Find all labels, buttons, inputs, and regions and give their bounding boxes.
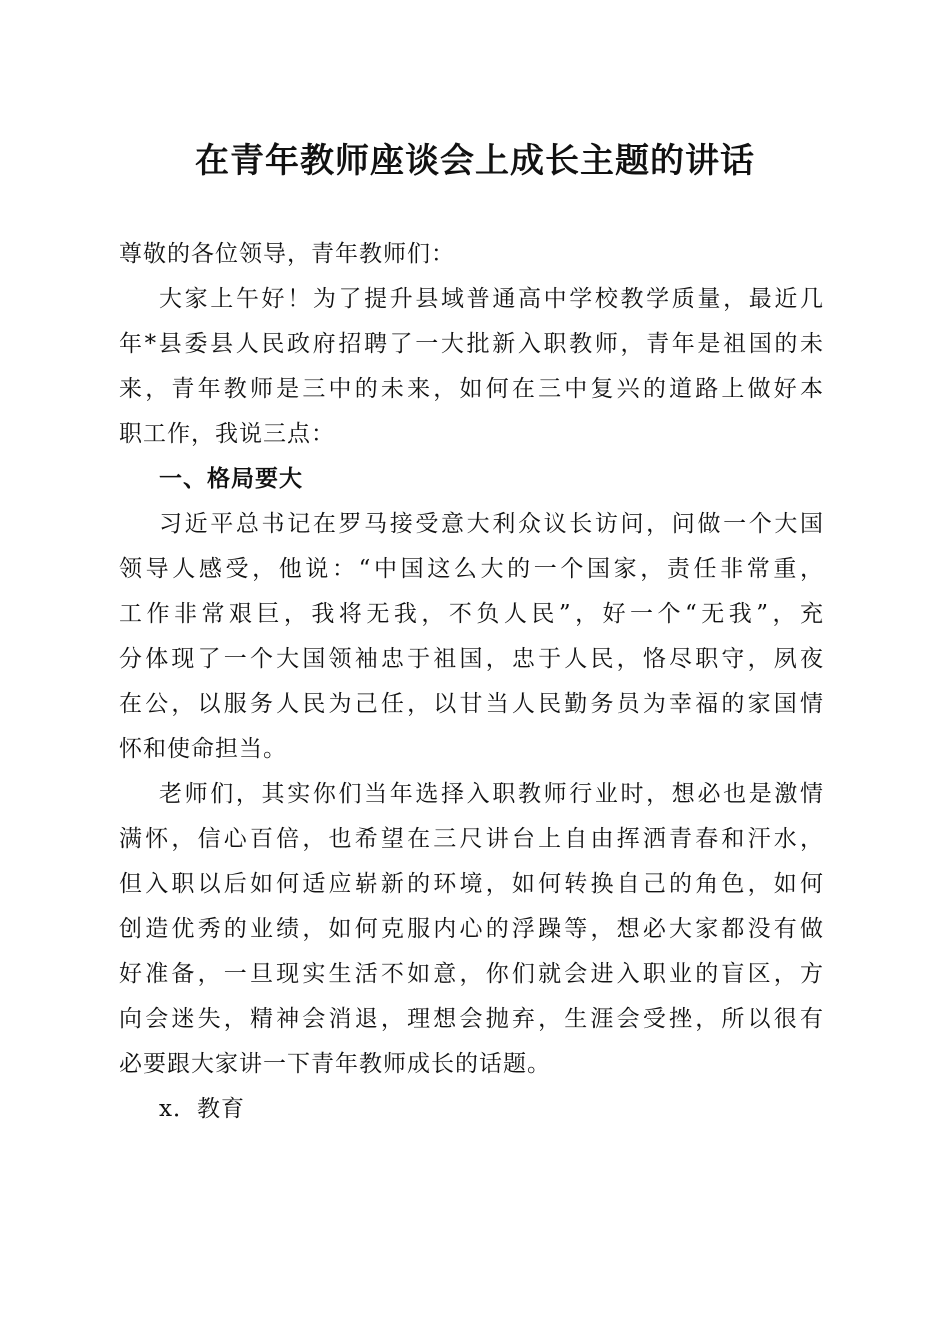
paragraph-line: 满怀，信心百倍，也希望在三尺讲台上自由挥洒青春和汗水， <box>119 826 823 852</box>
paragraph-line: 向会迷失，精神会消退，理想会抛弃，生涯会受挫，所以很有 <box>119 1006 823 1032</box>
paragraph-line: 怀和使命担当。 <box>119 736 287 762</box>
paragraph-opening <box>119 277 823 457</box>
paragraph-line: 工作非常艰巨，我将无我，不负人民”，好一个“无我”，充 <box>119 601 823 627</box>
section-heading: 一、格局要大 <box>159 466 303 492</box>
paragraph-line: 创造优秀的业绩，如何克服内心的浮躁等，想必大家都没有做 <box>119 916 823 942</box>
paragraph-line: 大家上午好！为了提升县域普通高中学校教学质量，最近几 <box>159 286 823 312</box>
paragraph-line: 必要跟大家讲一下青年教师成长的话题。 <box>119 1051 551 1077</box>
paragraph-line: 在公，以服务人民为己任，以甘当人民勤务员为幸福的家国情 <box>119 691 823 717</box>
paragraph-line: 来，青年教师是三中的未来，如何在三中复兴的道路上做好本 <box>119 376 823 402</box>
paragraph-line: 分体现了一个大国领袖忠于祖国，忠于人民，恪尽职守，夙夜 <box>119 646 823 672</box>
paragraph-line: 职工作，我说三点： <box>119 421 335 447</box>
paragraph-teachers <box>119 772 823 1087</box>
paragraph-line: 领导人感受，他说：“中国这么大的一个国家，责任非常重， <box>119 556 823 582</box>
paragraph-line: 好准备，一旦现实生活不如意，你们就会进入职业的盲区，方 <box>119 961 823 987</box>
section-heading-education: x．教育 <box>159 1096 245 1122</box>
paragraph-line: 年*县委县人民政府招聘了一大批新入职教师，青年是祖国的未 <box>119 331 823 357</box>
paragraph-leader-quote <box>119 502 823 772</box>
paragraph-line: 但入职以后如何适应崭新的环境，如何转换自己的角色，如何 <box>119 871 823 897</box>
paragraph-line: 老师们，其实你们当年选择入职教师行业时，想必也是激情 <box>159 781 823 807</box>
document-body <box>119 232 823 1132</box>
salutation: 尊敬的各位领导，青年教师们： <box>119 241 455 267</box>
document-title: 在青年教师座谈会上成长主题的讲话 <box>195 141 755 181</box>
paragraph-line: 习近平总书记在罗马接受意大利众议长访问，问做一个大国 <box>159 511 823 537</box>
